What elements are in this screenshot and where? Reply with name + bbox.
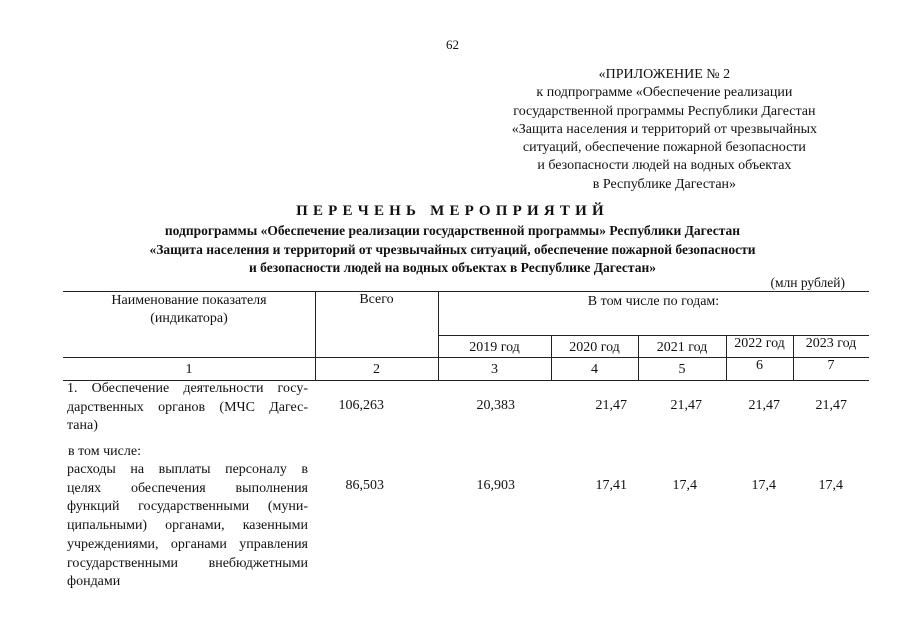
- document-title: ПЕРЕЧЕНЬ МЕРОПРИЯТИЙ: [296, 203, 609, 219]
- header-year-2021: 2021 год: [656, 340, 708, 355]
- row-name-line: дарственных органов (МЧС Дагес-: [67, 399, 308, 415]
- col-number: 5: [678, 362, 686, 377]
- header-indicator-line: (индикатора): [150, 311, 228, 326]
- row-name: [67, 380, 308, 436]
- header-indicator: [63, 292, 315, 328]
- header-total: Всего: [359, 292, 394, 307]
- header-year-2023: 2023 год: [805, 336, 857, 351]
- header-year-2020: 2020 год: [569, 340, 620, 355]
- row-value-2019: 16,903: [476, 478, 515, 493]
- appendix-line: государственной программы Республики Дагестан: [513, 103, 816, 119]
- col-number: 1: [185, 362, 193, 377]
- subtitle-line: и безопасности людей на водных объектах в Республике Дагестан»: [249, 260, 656, 275]
- row-total: 106,263: [338, 398, 384, 413]
- appendix-line: к подпрограмме «Обеспечение реализации: [536, 85, 793, 101]
- header-year-2022: 2022 год: [734, 336, 785, 351]
- col-number: 2: [373, 362, 380, 377]
- row-name-line: расходы на выплаты персоналу в: [67, 462, 308, 477]
- row-name-line: целях обеспечения выполнения: [67, 480, 308, 496]
- appendix-line: «ПРИЛОЖЕНИЕ № 2: [598, 67, 731, 82]
- row-value-2022: 21,47: [748, 398, 780, 413]
- row-name: [67, 461, 308, 592]
- row-name-line: функций государственными (муни-: [67, 499, 308, 515]
- subtitle-line: подпрограммы «Обеспечение реализации государственной программы» Республики Дагестан: [164, 223, 741, 238]
- header-year-2019: 2019 год: [469, 340, 520, 355]
- row-name-line: тана): [67, 418, 98, 434]
- row-name-line: государственными внебюджетными: [67, 555, 308, 571]
- subtitle-line: «Защита населения и территорий от чрезвычайных ситуаций, обеспечение пожарной безопасности: [149, 241, 756, 257]
- row-name-line: учреждениями, органами управления: [67, 536, 308, 552]
- appendix-line: «Защита населения и территорий от чрезвычайных: [511, 121, 817, 137]
- row-value-2020: 17,41: [595, 478, 627, 493]
- col-number: 3: [491, 362, 498, 377]
- row-name-line: ципальными) органами, казенными: [67, 518, 308, 534]
- col-number: 4: [591, 362, 598, 377]
- row-value-2022: 17,4: [751, 478, 776, 493]
- appendix-line: в Республике Дагестан»: [592, 176, 737, 192]
- units-label: (млн рублей): [770, 275, 845, 290]
- row-total: 86,503: [345, 478, 384, 493]
- row-intro: в том числе:: [68, 444, 141, 459]
- col-number: 7: [827, 358, 835, 373]
- col-number: 6: [756, 358, 763, 373]
- document-subtitle: [0, 222, 905, 278]
- row-name-line: 1. Обеспечение деятельности госу-: [67, 381, 308, 396]
- row-value-2021: 17,4: [672, 478, 697, 493]
- row-value-2023: 21,47: [815, 398, 847, 413]
- appendix-block: [512, 66, 817, 194]
- appendix-line: ситуаций, обеспечение пожарной безопасности: [522, 140, 806, 156]
- row-value-2020: 21,47: [595, 398, 627, 413]
- appendix-line: и безопасности людей на водных объектах: [537, 158, 792, 174]
- row-value-2019: 20,383: [476, 398, 515, 413]
- row-name-line: фондами: [67, 574, 121, 590]
- row-value-2021: 21,47: [670, 398, 702, 413]
- page-number: 62: [446, 37, 459, 52]
- header-by-years: В том числе по годам:: [587, 294, 720, 309]
- header-indicator-line: Наименование показателя: [111, 293, 267, 308]
- row-value-2023: 17,4: [818, 478, 843, 493]
